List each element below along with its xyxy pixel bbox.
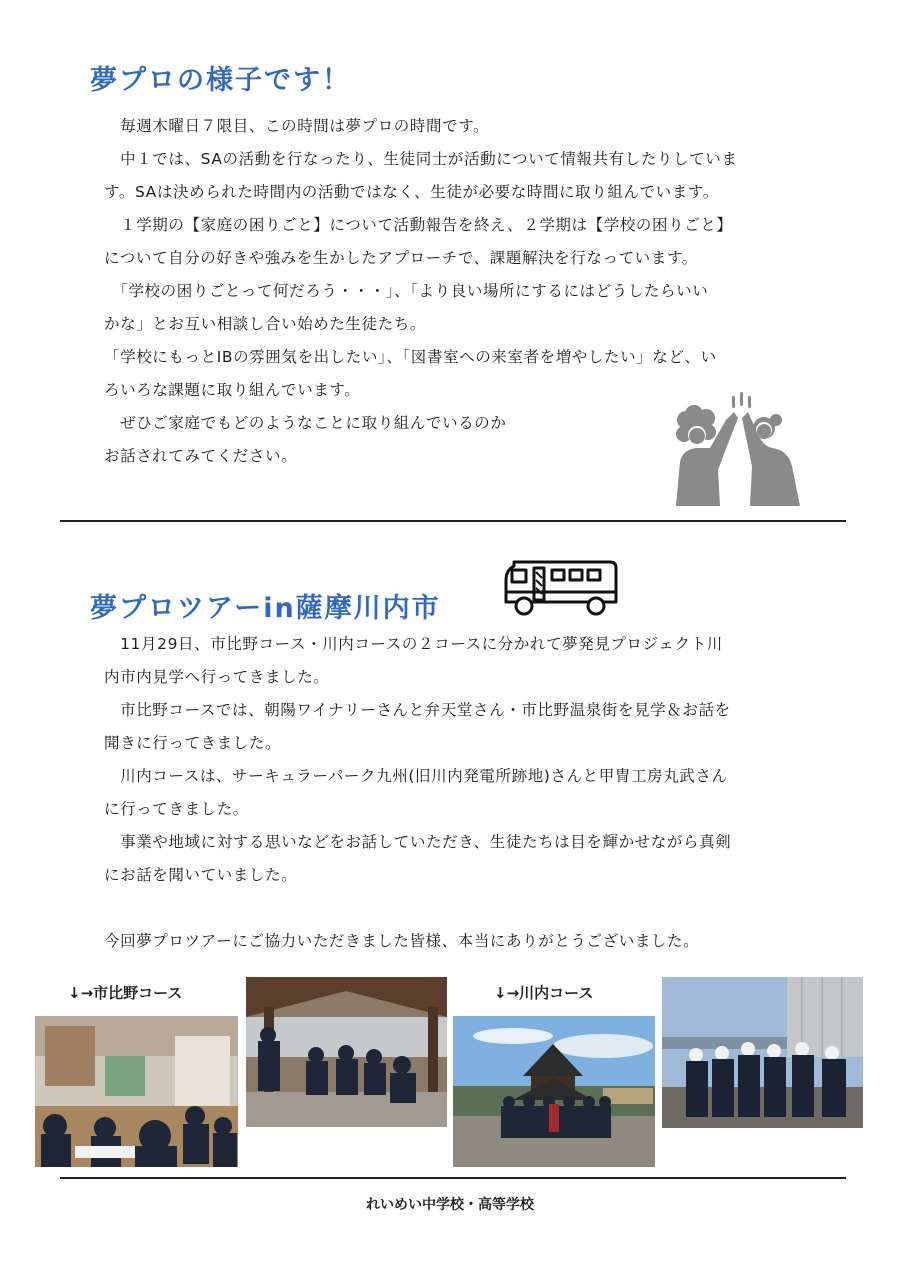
- section2-title: 夢プロツアーin薩摩川内市: [90, 593, 441, 624]
- s1-line: お話されてみてください。: [104, 447, 298, 465]
- divider-1: [60, 520, 846, 522]
- photo-solar-park: [662, 977, 863, 1128]
- bus-icon: [500, 558, 620, 620]
- s2-line: にお話を聞いていました。: [104, 866, 298, 884]
- section1-title: 夢プロの様子です！: [90, 65, 351, 96]
- s1-line: ろいろな課題に取り組んでいます。: [104, 381, 361, 399]
- caption-sendai-course: ↓→川内コース: [494, 984, 594, 1002]
- section2-body: [104, 628, 834, 958]
- s2-line: 聞きに行ってきました。: [104, 734, 282, 752]
- caption-ichihino-course: ↓→市比野コース: [68, 984, 183, 1002]
- s2-line: 川内コースは、サーキュラーパーク九州(旧川内発電所跡地)さんと甲冑工房丸武さん: [104, 767, 728, 785]
- s1-line: かな」とお互い相談し合い始めた生徒たち。: [104, 315, 427, 333]
- s1-line: 「学校の困りごとって何だろう・・・」、「より良い場所にするにはどうしたらいい: [104, 282, 709, 300]
- s1-line: 毎週木曜日７限目、この時間は夢プロの時間です。: [104, 117, 490, 135]
- s1-line: す。SAは決められた時間内の活動ではなく、生徒が必要な時間に取り組んでいます。: [104, 183, 719, 201]
- photo-castle: [453, 1016, 655, 1167]
- s2-line: 11月29日、市比野コース・川内コースの２コースに分かれて夢発見プロジェクト川: [104, 635, 723, 653]
- s1-line: ぜひご家庭でもどのようなことに取り組んでいるのか: [104, 414, 507, 432]
- s1-line: 中１では、SAの活動を行なったり、生徒同士が活動について情報共有したりしていま: [104, 150, 738, 168]
- divider-2: [60, 1177, 846, 1179]
- s2-line: [104, 892, 834, 925]
- s1-line: について自分の好きや強みを生かしたアプローチで、課題解決を行なっています。: [104, 249, 698, 267]
- s2-line: 市比野コースでは、朝陽ワイナリーさんと弁天堂さん・市比野温泉街を見学＆お話を: [104, 701, 731, 719]
- s2-line: に行ってきました。: [104, 800, 249, 818]
- photo-footbath: [246, 977, 447, 1127]
- footer-school-name: れいめい中学校・高等学校: [366, 1197, 534, 1213]
- s2-line: 今回夢プロツアーにご協力いただきました皆様、本当にありがとうございました。: [104, 932, 700, 950]
- high-five-icon: [668, 390, 808, 510]
- s1-line: 「学校にもっとIBの雰囲気を出したい」、「図書室への来室者を増やしたい」など、い: [104, 348, 717, 366]
- s2-line: 内市内見学へ行ってきました。: [104, 668, 330, 686]
- s2-line: 事業や地域に対する思いなどをお話していただき、生徒たちは目を輝かせながら真剣: [104, 833, 732, 851]
- s1-line: １学期の【家庭の困りごと】について活動報告を終え、２学期は【学校の困りごと】: [104, 216, 733, 234]
- photo-classroom: [35, 1016, 238, 1167]
